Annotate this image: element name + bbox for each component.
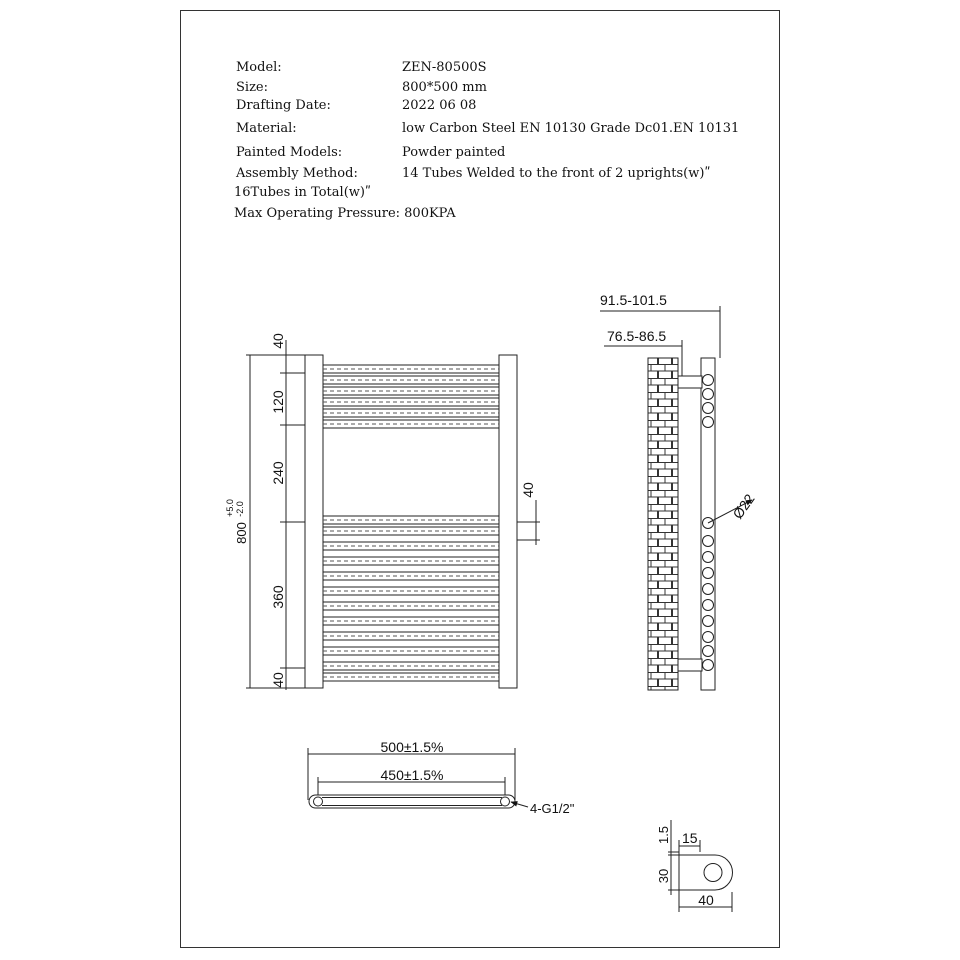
- detail-dim-30: 30: [656, 868, 671, 884]
- spec-size-value: 800*500 mm: [402, 80, 487, 95]
- spec-size-label: Size:: [236, 80, 268, 95]
- detail-dim-1-5: 1.5: [656, 825, 671, 845]
- tube-section: [703, 568, 714, 579]
- tube-section: [703, 632, 714, 643]
- tube-section: [703, 552, 714, 563]
- spec-painted-value: Powder painted: [402, 145, 506, 160]
- tube-section: [703, 375, 714, 386]
- spec-pressure: Max Operating Pressure: 800KPA: [234, 206, 456, 221]
- left-upright: [305, 355, 323, 688]
- side-view: [600, 306, 752, 690]
- tube-section: [703, 403, 714, 414]
- front-height-tol-plus: +5.0: [225, 499, 235, 517]
- tube-section: [703, 584, 714, 595]
- tube-section: [703, 660, 714, 671]
- bottom-connection: 4-G1/2": [530, 801, 575, 816]
- tube-section: [703, 389, 714, 400]
- spec-material-value: low Carbon Steel EN 10130 Grade Dc01.EN 10131: [402, 121, 740, 136]
- front-dim-120: 120: [270, 390, 286, 414]
- tube-section: [703, 616, 714, 627]
- spec-assembly-continued: 16Tubes in Total(w)ʺ: [234, 185, 371, 200]
- spec-model-label: Model:: [236, 60, 282, 75]
- detail-dim-15: 15: [682, 830, 698, 846]
- tube-section: [703, 417, 714, 428]
- side-dim-outer: 91.5-101.5: [600, 292, 667, 308]
- tube-section: [703, 536, 714, 547]
- front-dim-bottom: 40: [270, 672, 286, 688]
- front-dim-side: 40: [520, 482, 536, 498]
- bottom-bracket: [678, 659, 702, 671]
- spec-model-value: ZEN-80500S: [402, 60, 487, 75]
- side-tube-diameter: Ø22: [729, 490, 758, 522]
- front-height-main: 800: [234, 522, 249, 544]
- spec-material-label: Material:: [236, 121, 297, 136]
- spec-painted-label: Painted Models:: [236, 145, 343, 160]
- spec-assembly-value: 14 Tubes Welded to the front of 2 uprights(w)ʺ: [402, 166, 711, 181]
- front-height-tol-minus: -2.0: [235, 501, 245, 517]
- brick-wall: [648, 358, 678, 690]
- front-dim-top: 40: [270, 333, 286, 349]
- side-dim-inner: 76.5-86.5: [607, 328, 667, 344]
- detail-dim-40: 40: [698, 892, 714, 908]
- spec-date-label: Drafting Date:: [236, 98, 331, 113]
- front-view: [246, 340, 540, 690]
- top-bracket: [678, 376, 702, 388]
- spec-date-value: 2022 06 08: [402, 98, 477, 113]
- front-dim-240: 240: [270, 461, 286, 485]
- front-dim-360: 360: [270, 585, 286, 609]
- bottom-width-inner: 450±1.5%: [380, 767, 444, 783]
- tube-section: [703, 646, 714, 657]
- bottom-width-outer: 500±1.5%: [380, 739, 444, 755]
- right-upright: [499, 355, 517, 688]
- spec-assembly-label: Assembly Method:: [236, 166, 358, 181]
- tube-bars: [323, 365, 499, 681]
- tube-section: [703, 600, 714, 611]
- bottom-rail: [309, 795, 515, 808]
